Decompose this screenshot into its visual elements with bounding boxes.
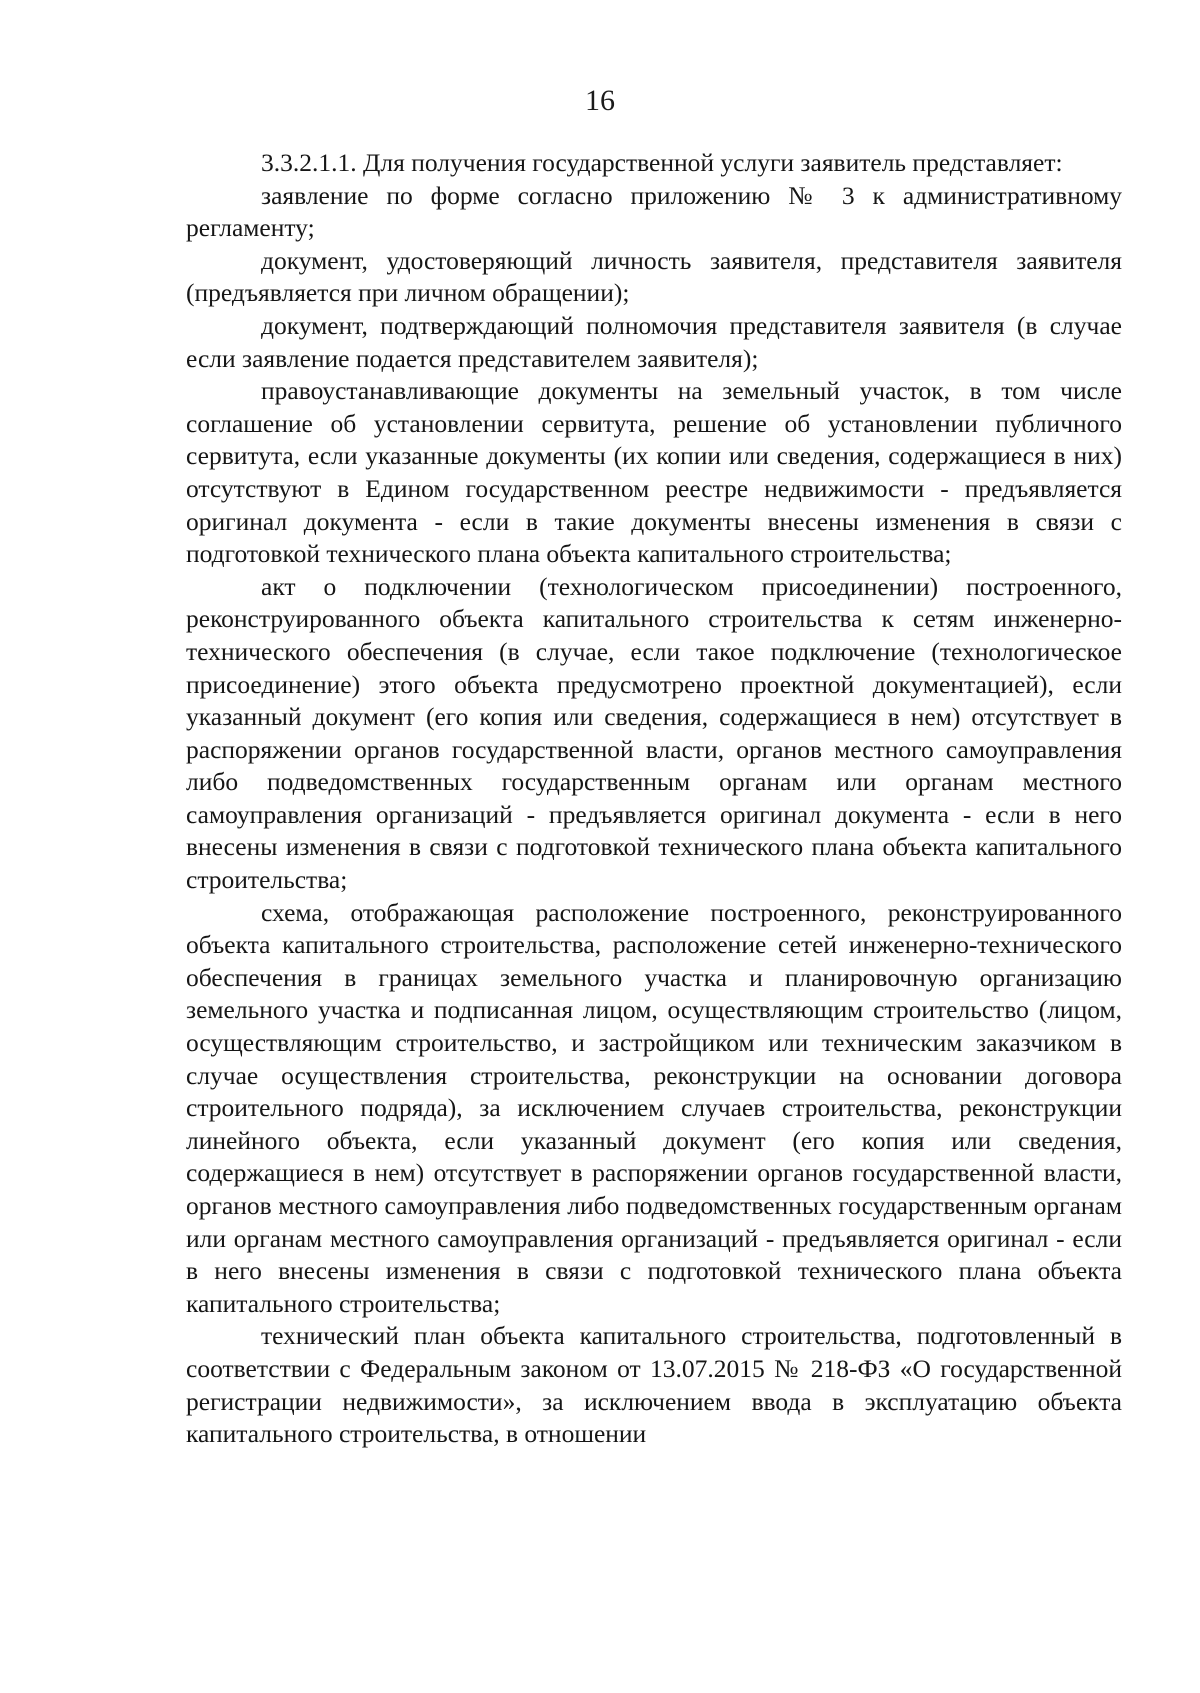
document-body bbox=[186, 147, 1122, 1451]
page-number: 16 bbox=[585, 84, 615, 117]
paragraph-clause-3-3-2-1-1: 3.3.2.1.1. Для получения государственной услуги заявитель представляет: bbox=[261, 148, 1063, 177]
paragraph-land-title-documents: правоустанавливающие документы на земельный участок, в том числе соглашение об установлении сервитута, решение об установлении публичного сервитута, если указанные документы (их копии или сведения, содержащиеся в них) отсутствуют в Едином государственном реестре недвижимости - предъявляется оригинал документа - если в такие документы внесены изменения в связи с подготовкой технического плана объекта капитального строительства; bbox=[186, 376, 1122, 569]
paragraph-application-form: заявление по форме согласно приложению № 3 к административному регламенту; bbox=[186, 180, 1122, 243]
paragraph-identity-document: документ, удостоверяющий личность заявителя, представителя заявителя (предъявляется при личном обращении); bbox=[186, 245, 1122, 308]
paragraph-technical-plan: технический план объекта капитального строительства, подготовленный в соответствии с Федеральным законом от 13.07.2015 № 218-ФЗ «О государственной регистрации недвижимости», за исключением ввода в эксплуатацию объекта капитального строительства, в отношении bbox=[186, 1321, 1122, 1449]
paragraph-connection-act: акт о подключении (технологическом присоединении) построенного, реконструированного объекта капитального строительства к сетям инженерно-технического обеспечения (в случае, если такое подключение (технологическое присоединение) этого объекта предусмотрено проектной документацией), если указанный документ (его копия или сведения, содержащиеся в нем) отсутствует в распоряжении органов государственной власти, органов местного самоуправления либо подведомственных государственным органам или органам местного самоуправления организаций - предъявляется оригинал документа - если в него внесены изменения в связи с подготовкой технического плана объекта капитального строительства; bbox=[186, 571, 1122, 895]
paragraph-location-scheme: схема, отображающая расположение построенного, реконструированного объекта капитального строительства, расположение сетей инженерно-технического обеспечения в границах земельного участка и планировочную организацию земельного участка и подписанная лицом, осуществляющим строительство (лицом, осуществляющим строительство, и застройщиком или техническим заказчиком в случае осуществления строительства, реконструкции на основании договора строительного подряда), за исключением случаев строительства, реконструкции линейного объекта, если указанный документ (его копия или сведения, содержащиеся в нем) отсутствует в распоряжении органов государственной власти, органов местного самоуправления либо подведомственных государственным органам или органам местного самоуправления организаций - предъявляется оригинал - если в него внесены изменения в связи с подготовкой технического плана объекта капитального строительства; bbox=[186, 897, 1122, 1318]
paragraph-authority-document: документ, подтверждающий полномочия представителя заявителя (в случае если заявление подается представителем заявителя); bbox=[186, 310, 1122, 373]
